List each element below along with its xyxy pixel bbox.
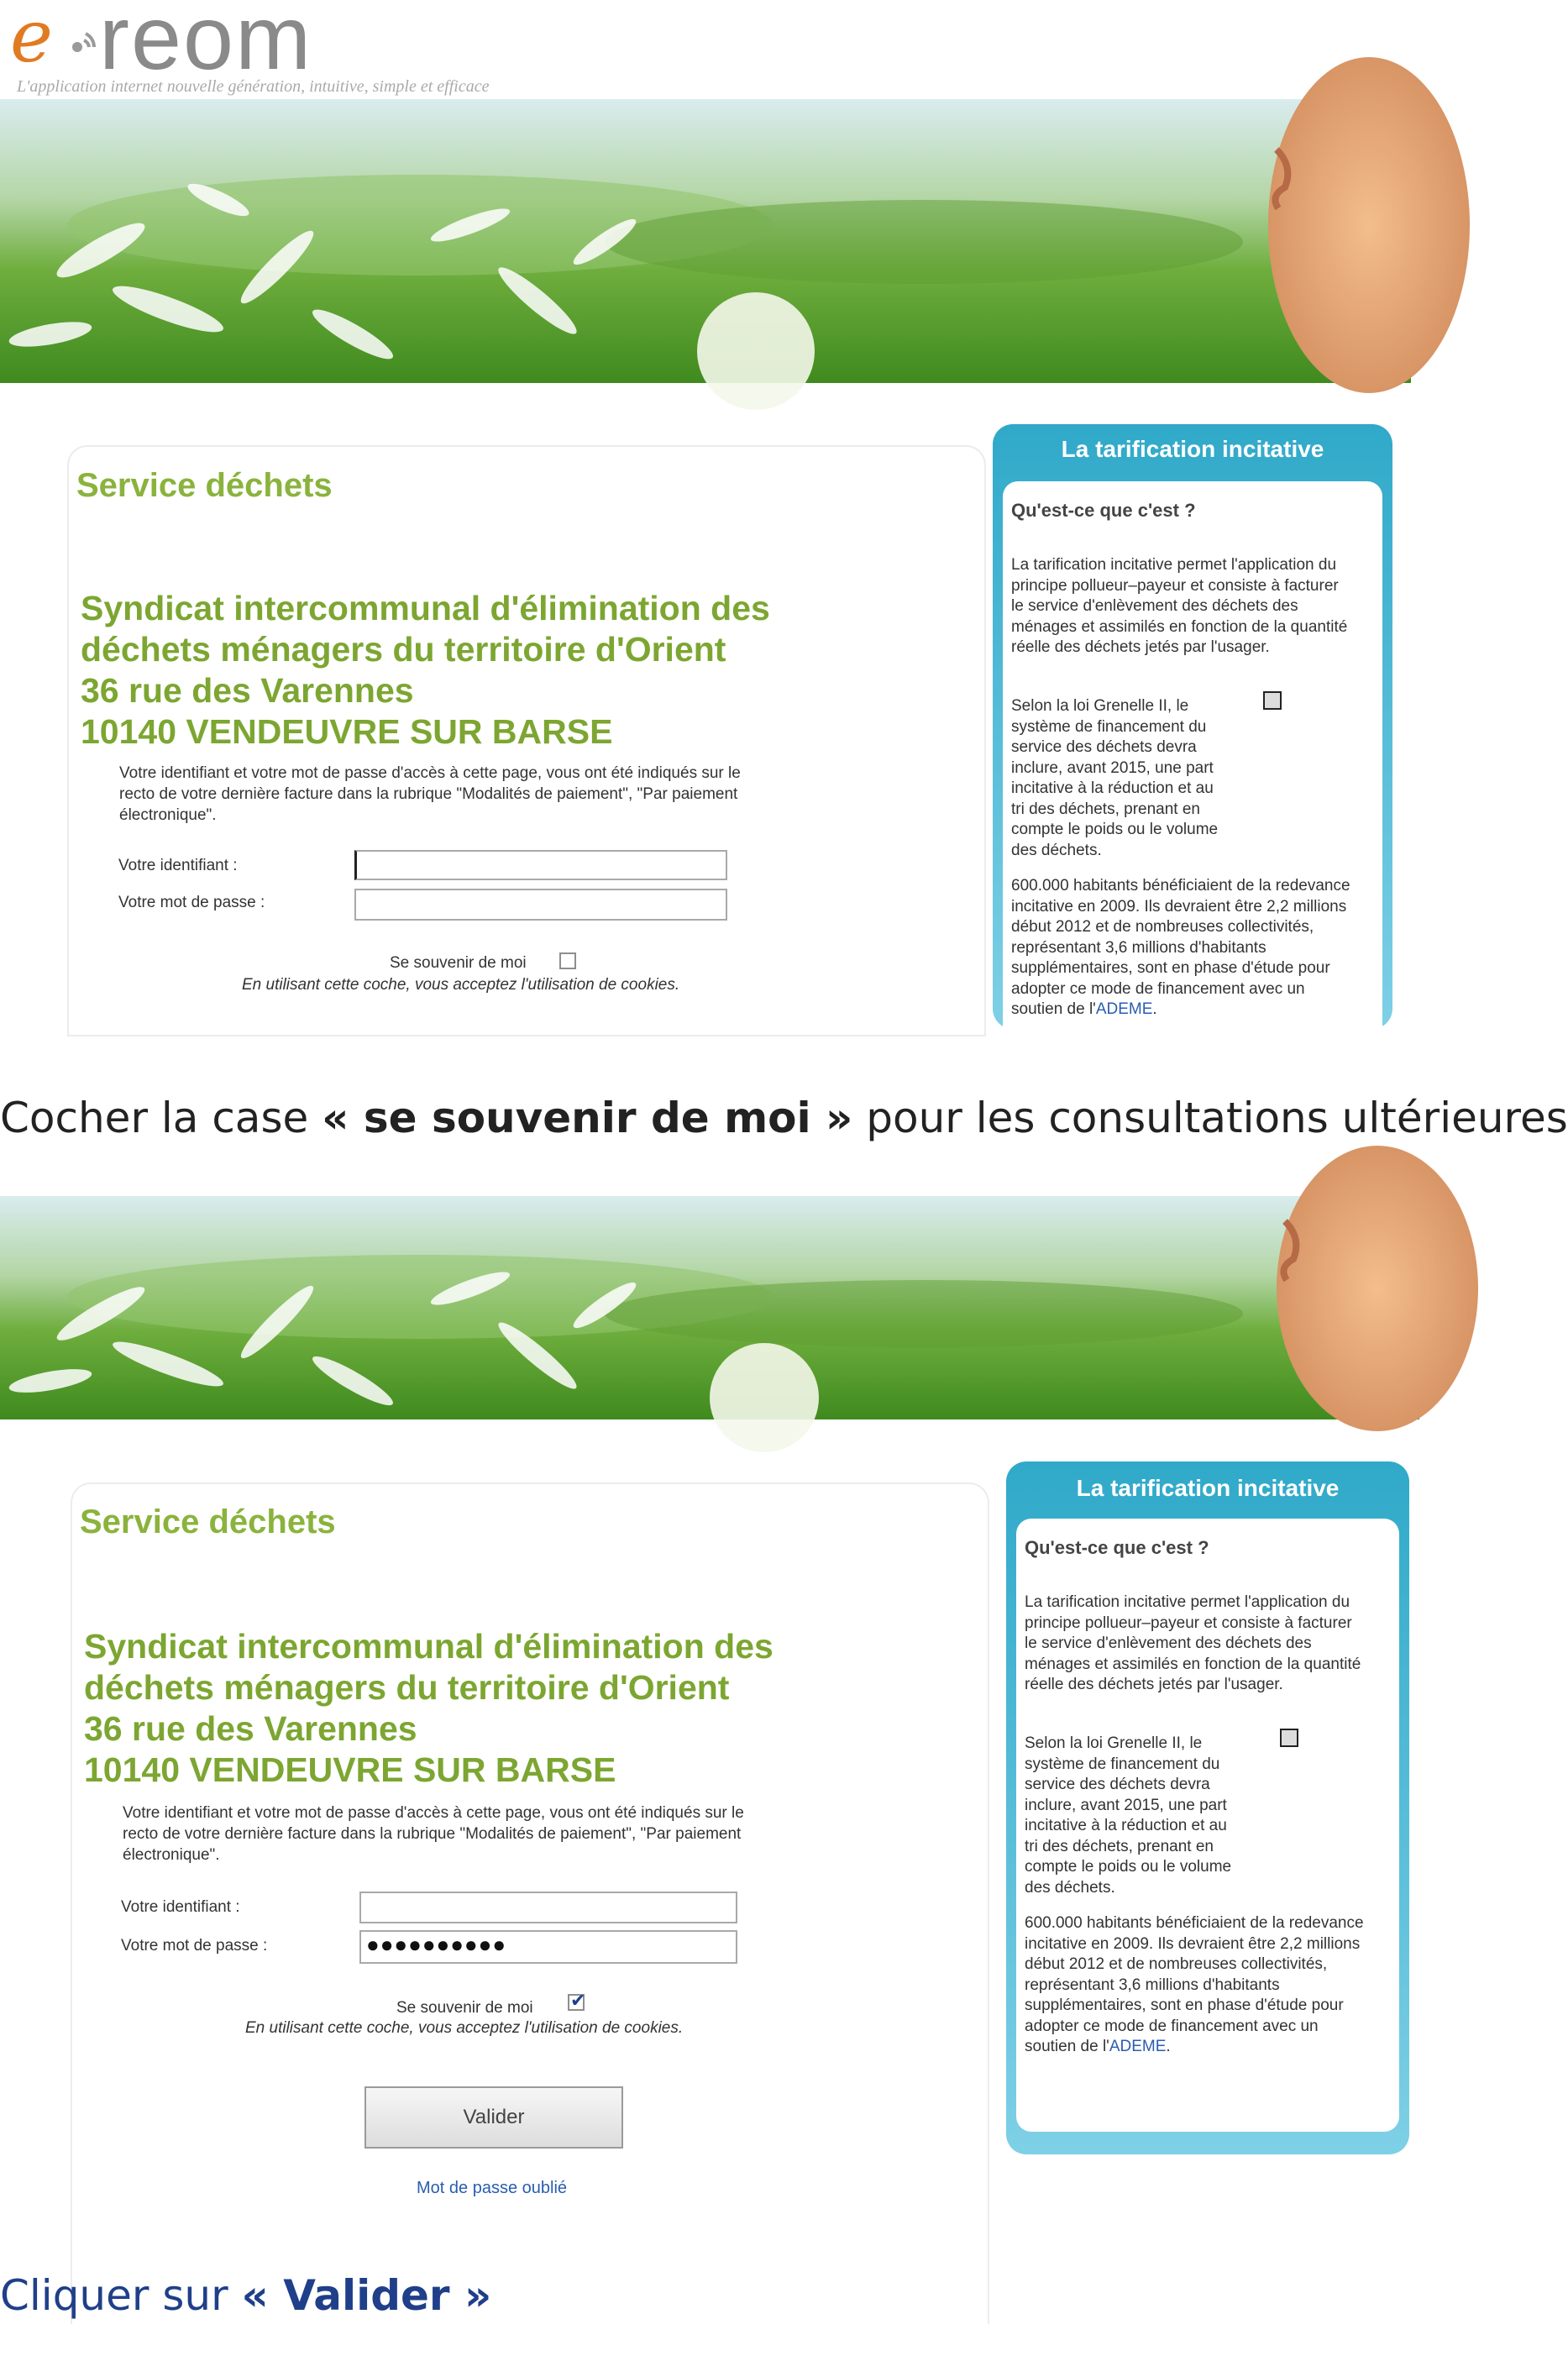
tarification-body-1 [1003,481,1382,1029]
forgot-password-link[interactable]: Mot de passe oublié [417,2179,568,2197]
para-line: système de financement du [1025,1755,1220,1773]
service-title-1: Service déchets [76,467,333,504]
para-line: principe pollueur–payeur et consiste à facturer [1011,576,1339,595]
para-line: début 2012 et de nombreuses collectivités, [1011,918,1314,936]
tarification-para1-2 [1025,1593,1361,1696]
para-line: service des déchets devra [1011,738,1197,756]
para-line: 600.000 habitants bénéficiaient de la redevance [1025,1914,1364,1932]
para-line: supplémentaires, sont en phase d'étude pour [1025,1997,1344,2014]
org-line: 36 rue des Varennes [84,1709,417,1748]
checkmark-icon: ✔ [570,1990,586,2011]
banner-image-2 [0,1196,1419,1419]
password-label-1: Votre mot de passe : [118,894,265,911]
para-line: représentant 3,6 millions d'habitants [1025,1976,1280,1994]
remember-label-1: Se souvenir de moi [390,954,527,972]
para-text: soutien de l' [1011,1000,1096,1018]
para-line: incitative en 2009. Ils devraient être 2,2 millions [1011,897,1347,916]
para-line: réelle des déchets jetés par l'usager. [1025,1676,1283,1693]
org-line: 10140 VENDEUVRE SUR BARSE [84,1750,616,1789]
tarification-panel-1 [993,424,1392,1029]
login-intro-1 [119,763,741,826]
para-line: début 2012 et de nombreuses collectivités, [1025,1955,1328,1973]
para-line: compte le poids ou le volume [1011,821,1219,838]
logo-e-letter: e [10,0,53,79]
org-line: déchets ménagers du territoire d'Orient [84,1668,730,1707]
para-line: tri des déchets, prenant en [1011,800,1200,818]
caption-text: Cliquer sur [0,2271,242,2320]
tarification-para2-2 [1025,1734,1231,1898]
caption-text: pour les consultations ultérieures [852,1094,1568,1142]
remember-checkbox-1[interactable] [559,952,576,969]
instruction-caption-1 [0,1094,1568,1142]
broken-image-icon [1280,1729,1298,1747]
ademe-link[interactable]: ADEME [1095,1000,1153,1018]
tarification-para2-1 [1011,696,1218,861]
para-line: des déchets. [1011,841,1102,859]
tarification-title-2: La tarification incitative [1076,1475,1340,1501]
caption-bold: « Valider » [241,2271,492,2320]
instruction-caption-2 [0,2271,491,2320]
logo-brand: reom [99,0,313,88]
intro-line: recto de votre dernière facture dans la rubrique "Modalités de paiement", "Par paiement [119,785,738,803]
intro-line: recto de votre dernière facture dans la rubrique "Modalités de paiement", "Par paiement [123,1825,742,1843]
para-text: . [1152,1000,1157,1018]
para-line: Selon la loi Grenelle II, le [1025,1734,1203,1752]
para-line: Selon la loi Grenelle II, le [1011,697,1189,715]
para-line: tri des déchets, prenant en [1025,1837,1214,1855]
intro-line: électronique". [123,1846,220,1864]
submit-button[interactable]: Valider [364,2086,623,2149]
para-text: . [1166,2038,1171,2055]
para-line [1025,2037,1364,2058]
login-input-1[interactable] [354,850,727,880]
para-line: inclure, avant 2015, une part [1025,1796,1227,1814]
caption-bold: « se souvenir de moi » [322,1094,853,1142]
para-line: incitative en 2009. Ils devraient être 2,2 millions [1025,1934,1361,1953]
para-line: réelle des déchets jetés par l'usager. [1011,638,1270,656]
banner-image-1 [0,99,1411,383]
para-line: système de financement du [1011,717,1207,736]
para-line: service des déchets devra [1025,1776,1210,1793]
para-line: inclure, avant 2015, une part [1011,758,1214,777]
login-intro-2 [123,1802,744,1865]
app-logo [7,0,1418,101]
signal-icon [66,25,99,59]
password-input-2[interactable]: ●●●●●●●●●● [359,1930,737,1964]
org-address-1 [81,588,770,753]
para-line [1011,1000,1350,1021]
login-label-1: Votre identifiant : [118,857,238,874]
para-line: adopter ce mode de financement avec un [1025,2017,1319,2035]
para-line: ménages et assimilés en fonction de la quantité [1025,1655,1361,1673]
intro-line: Votre identifiant et votre mot de passe d'accès à cette page, vous ont été indiqués sur le [123,1804,744,1822]
para-line: 600.000 habitants bénéficiaient de la redevance [1011,877,1350,895]
tarification-body-2 [1016,1519,1399,2132]
password-label-2: Votre mot de passe : [121,1937,268,1955]
para-line: La tarification incitative permet l'application du [1011,556,1337,574]
para-text: soutien de l' [1025,2038,1109,2055]
intro-line: Votre identifiant et votre mot de passe d'accès à cette page, vous ont été indiqués sur le [119,764,741,782]
ademe-link[interactable]: ADEME [1109,2038,1167,2055]
para-line: adopter ce mode de financement avec un [1011,979,1305,998]
org-line: Syndicat intercommunal d'élimination des [84,1627,774,1666]
para-line: représentant 3,6 millions d'habitants [1011,938,1266,957]
org-line: 36 rue des Varennes [81,671,414,710]
service-title-2: Service déchets [80,1503,336,1540]
intro-line: électronique". [119,806,217,824]
tarification-title-1: La tarification incitative [1061,436,1324,462]
tarification-question-1: Qu'est-ce que c'est ? [1011,500,1196,521]
para-line: des déchets. [1025,1878,1115,1897]
org-address-2 [84,1626,774,1791]
para-line: incitative à la réduction et au [1025,1817,1227,1834]
login-label-2: Votre identifiant : [121,1898,240,1916]
org-line: Syndicat intercommunal d'élimination des [81,589,770,627]
para-line: supplémentaires, sont en phase d'étude pour [1011,959,1330,977]
para-line: principe pollueur–payeur et consiste à facturer [1025,1614,1352,1632]
cookies-note-1: En utilisant cette coche, vous acceptez l'utilisation de cookies. [242,976,680,994]
broken-image-icon [1263,691,1282,710]
caption-text: Cocher la case [0,1094,323,1142]
logo-tagline: L'application internet nouvelle génération, intuitive, simple et efficace [17,77,490,96]
para-line: le service d'enlèvement des déchets des [1011,597,1298,615]
cookies-note-2: En utilisant cette coche, vous acceptez l'utilisation de cookies. [245,2019,684,2037]
tarification-para3-2 [1025,1913,1364,2058]
remember-checkbox-2[interactable] [568,1990,586,2011]
tarification-para1-1 [1011,555,1347,659]
para-line: incitative à la réduction et au [1011,779,1214,797]
para-line: compte le poids ou le volume [1025,1858,1232,1876]
password-input-1[interactable] [354,889,727,921]
tarification-panel-2 [1006,1461,1409,2154]
para-line: La tarification incitative permet l'application du [1025,1593,1350,1611]
org-line: déchets ménagers du territoire d'Orient [81,630,726,669]
org-line: 10140 VENDEUVRE SUR BARSE [81,712,613,751]
para-line: ménages et assimilés en fonction de la quantité [1011,617,1348,636]
login-input-2[interactable] [359,1892,737,1923]
tarification-question-2: Qu'est-ce que c'est ? [1025,1537,1209,1558]
tarification-para3-1 [1011,876,1350,1021]
para-line: le service d'enlèvement des déchets des [1025,1635,1312,1652]
remember-label-2: Se souvenir de moi [396,1999,533,2017]
